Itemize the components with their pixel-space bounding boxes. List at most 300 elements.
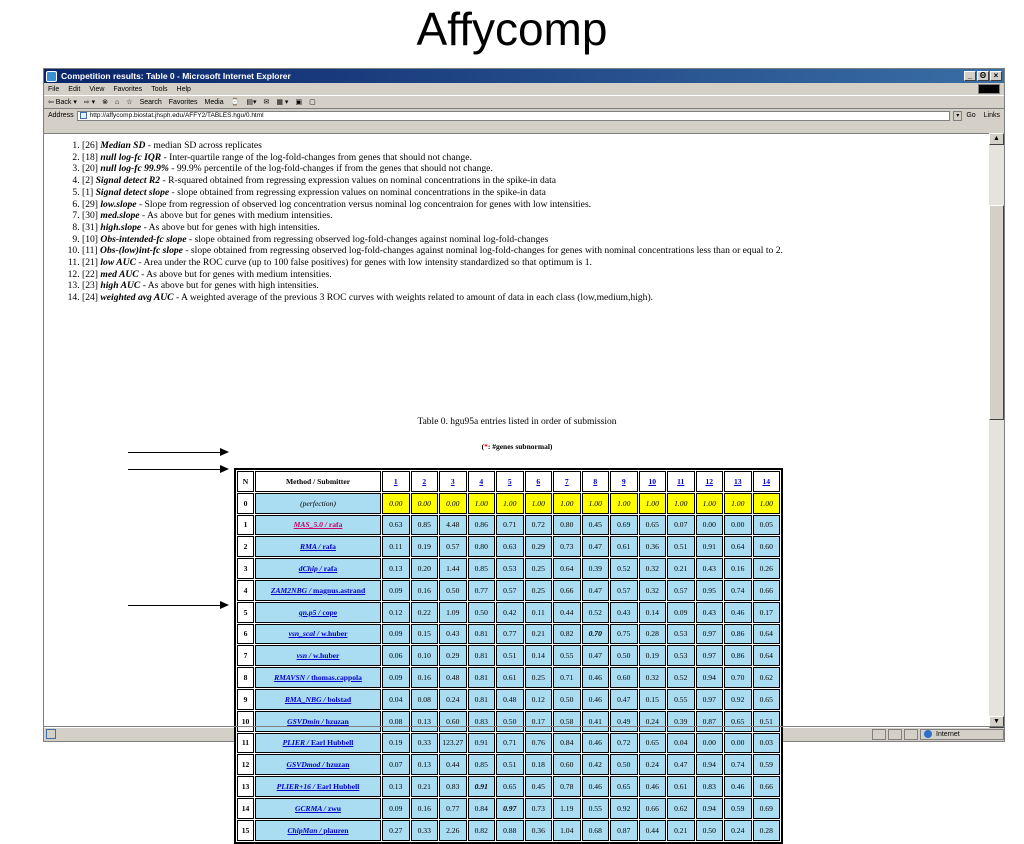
- method-cell[interactable]: GSVDmod / hzuzan: [255, 754, 381, 775]
- value-cell: 0.77: [468, 580, 496, 601]
- definition-tag: [24]: [82, 292, 98, 304]
- history-icon[interactable]: ⌚: [230, 99, 240, 106]
- back-button[interactable]: ⇦ Back ▾: [48, 99, 77, 106]
- value-cell: 0.61: [610, 536, 638, 557]
- row-number: 9: [237, 689, 254, 710]
- value-cell: 0.86: [724, 645, 752, 666]
- close-button[interactable]: ×: [990, 71, 1002, 81]
- header-col-link[interactable]: [496, 471, 524, 492]
- address-label: Address: [48, 112, 74, 119]
- method-name[interactable]: vsn: [296, 651, 308, 661]
- method-cell[interactable]: RMA_NBG / bolstad: [255, 689, 381, 710]
- definition-item: [82, 187, 990, 199]
- definition-desc: - As above but for genes with high intensities.: [141, 221, 320, 233]
- slide-title: Affycomp: [416, 3, 608, 55]
- row-number: 10: [237, 711, 254, 732]
- definition-tag: [10]: [82, 233, 98, 245]
- method-name[interactable]: GCRMA: [294, 803, 322, 813]
- value-cell: 0.57: [496, 580, 524, 601]
- value-cell: 0.32: [639, 580, 667, 601]
- title-bar: [44, 69, 1004, 83]
- header-col-link[interactable]: [582, 471, 610, 492]
- mail-icon[interactable]: ▤▾: [246, 99, 257, 106]
- value-cell: 0.55: [582, 798, 610, 819]
- value-cell: 0.17: [525, 711, 553, 732]
- column-link[interactable]: 11: [677, 476, 685, 486]
- method-cell[interactable]: PLIER / Earl Hubbell: [255, 733, 381, 754]
- menu-help[interactable]: Help: [176, 85, 191, 93]
- value-cell: 0.05: [753, 515, 781, 536]
- value-cell: 1.00: [553, 493, 581, 514]
- value-cell: 0.51: [496, 645, 524, 666]
- value-cell: 0.65: [639, 515, 667, 536]
- definition-desc: - Slope from regression of observed log concentration versus nominal log concentraion for genes with low intensities.: [136, 198, 592, 210]
- submitter-name[interactable]: thomas.cappola: [311, 673, 362, 683]
- table-row: [237, 754, 780, 775]
- window-title: Competition results: Table 0 - Microsoft Internet Explorer: [61, 71, 291, 81]
- value-cell: 0.65: [753, 689, 781, 710]
- value-cell: 0.16: [724, 558, 752, 579]
- value-cell: 0.85: [468, 558, 496, 579]
- value-cell: 0.16: [411, 580, 439, 601]
- value-cell: 0.45: [582, 515, 610, 536]
- submitter-name[interactable]: plauren: [323, 825, 349, 835]
- value-cell: 0.95: [696, 580, 724, 601]
- table-row: [237, 558, 780, 579]
- value-cell: 0.86: [468, 515, 496, 536]
- submitter-name[interactable]: magnus.astrand: [313, 585, 366, 595]
- value-cell: 0.36: [525, 820, 553, 841]
- value-cell: 0.00: [382, 493, 410, 514]
- definition-name: high AUC: [100, 280, 141, 292]
- value-cell: 0.19: [411, 536, 439, 557]
- table-note: [44, 442, 990, 451]
- definition-tag: [23]: [82, 280, 98, 292]
- table-row: [237, 667, 780, 688]
- value-cell: 0.63: [496, 536, 524, 557]
- method-cell[interactable]: RMA / rafa: [255, 536, 381, 557]
- method-name[interactable]: GSVDmin: [287, 716, 320, 726]
- value-cell: 0.59: [724, 798, 752, 819]
- value-cell: 0.46: [724, 602, 752, 623]
- value-cell: 0.24: [639, 711, 667, 732]
- value-cell: 0.83: [439, 776, 467, 797]
- value-cell: 0.60: [553, 754, 581, 775]
- definition-name: Obs-intended-fc slope: [100, 233, 187, 245]
- submitter-name[interactable]: w.huber: [313, 651, 340, 661]
- column-link[interactable]: 10: [648, 476, 657, 486]
- value-cell: 0.46: [582, 689, 610, 710]
- scroll-thumb[interactable]: [989, 205, 1004, 420]
- definition-item: [82, 140, 990, 152]
- header-col-link[interactable]: [667, 471, 695, 492]
- method-name[interactable]: PLIER+16: [276, 782, 311, 792]
- value-cell: 0.47: [582, 580, 610, 601]
- value-cell: 0.47: [667, 754, 695, 775]
- value-cell: 1.19: [553, 798, 581, 819]
- value-cell: 0.94: [696, 754, 724, 775]
- value-cell: 0.71: [496, 733, 524, 754]
- value-cell: 0.72: [610, 733, 638, 754]
- messenger-icon[interactable]: ▢: [309, 99, 316, 106]
- go-button[interactable]: Go: [966, 112, 976, 119]
- pointer-arrow-icon: [220, 601, 229, 609]
- submitter-name[interactable]: hzuzan: [326, 760, 350, 770]
- column-link[interactable]: 13: [733, 476, 742, 486]
- value-cell: 0.92: [610, 798, 638, 819]
- value-cell: 1.00: [753, 493, 781, 514]
- value-cell: 0.81: [468, 689, 496, 710]
- submitter-name[interactable]: Earl Hubbell: [310, 738, 354, 748]
- column-link[interactable]: 5: [507, 476, 512, 486]
- edit-icon[interactable]: ▦ ▾: [276, 99, 289, 106]
- value-cell: 0.94: [696, 798, 724, 819]
- value-cell: 0.10: [411, 645, 439, 666]
- method-name[interactable]: RMAVSN: [274, 673, 306, 683]
- value-cell: 0.87: [610, 820, 638, 841]
- links-button[interactable]: Links: [983, 112, 1000, 119]
- value-cell: 0.66: [753, 580, 781, 601]
- value-cell: 0.53: [496, 558, 524, 579]
- value-cell: 0.47: [582, 536, 610, 557]
- value-cell: 0.97: [696, 689, 724, 710]
- value-cell: 0.65: [610, 776, 638, 797]
- zone-label: Internet: [936, 730, 960, 738]
- favorites-button[interactable]: Favorites: [168, 98, 198, 106]
- value-cell: 1.09: [439, 602, 467, 623]
- value-cell: 0.46: [582, 667, 610, 688]
- submitter-name[interactable]: bolstad: [327, 694, 352, 704]
- value-cell: 0.50: [610, 645, 638, 666]
- column-link[interactable]: 9: [621, 476, 626, 486]
- value-cell: 1.00: [696, 493, 724, 514]
- value-cell: 0.50: [439, 580, 467, 601]
- column-link[interactable]: 3: [450, 476, 455, 486]
- method-name[interactable]: RMA: [300, 542, 317, 552]
- value-cell: 0.44: [439, 754, 467, 775]
- value-cell: 0.87: [696, 711, 724, 732]
- method-name[interactable]: RMA_NBG: [284, 694, 322, 704]
- value-cell: 0.71: [553, 667, 581, 688]
- submitter-name[interactable]: zwu: [327, 803, 341, 813]
- column-link[interactable]: 12: [705, 476, 714, 486]
- value-cell: 0.04: [382, 689, 410, 710]
- submitter-name[interactable]: Earl Hubbell: [316, 782, 360, 792]
- value-cell: 1.00: [724, 493, 752, 514]
- header-col-link[interactable]: [553, 471, 581, 492]
- method-name[interactable]: GSVDmod: [286, 760, 321, 770]
- definition-name: high.slope: [100, 221, 142, 233]
- row-number: 2: [237, 536, 254, 557]
- restore-button[interactable]: Θ: [977, 71, 989, 81]
- value-cell: 0.91: [468, 776, 496, 797]
- value-cell: 0.91: [468, 733, 496, 754]
- value-cell: 0.21: [667, 558, 695, 579]
- method-cell[interactable]: GSVDmin / hzuzan: [255, 711, 381, 732]
- header-col-link[interactable]: [696, 471, 724, 492]
- value-cell: 0.97: [696, 624, 724, 645]
- menu-favorites[interactable]: Favorites: [113, 85, 143, 93]
- value-cell: 0.60: [753, 536, 781, 557]
- globe-icon: [924, 730, 932, 738]
- value-cell: 0.13: [411, 754, 439, 775]
- value-cell: 0.77: [439, 798, 467, 819]
- header-col-link[interactable]: [753, 471, 781, 492]
- value-cell: 0.33: [411, 733, 439, 754]
- value-cell: 0.48: [496, 689, 524, 710]
- value-cell: 0.57: [439, 536, 467, 557]
- method-name[interactable]: qn.p5: [298, 607, 317, 617]
- menu-file[interactable]: File: [48, 85, 60, 93]
- header-col-link[interactable]: [639, 471, 667, 492]
- status-cell: [888, 729, 902, 740]
- value-cell: 1.00: [639, 493, 667, 514]
- value-cell: 0.25: [525, 558, 553, 579]
- value-cell: 0.16: [411, 667, 439, 688]
- definition-name: med.slope: [100, 210, 140, 222]
- value-cell: 0.42: [582, 754, 610, 775]
- method-cell[interactable]: GCRMA / zwu: [255, 798, 381, 819]
- value-cell: 1.00: [468, 493, 496, 514]
- value-cell: 1.00: [496, 493, 524, 514]
- scroll-up-icon[interactable]: ▲: [989, 133, 1004, 145]
- method-cell[interactable]: MAS_5.0 / rafa: [255, 515, 381, 536]
- header-n: N: [237, 471, 254, 492]
- discuss-icon[interactable]: ▣: [295, 99, 303, 106]
- method-name[interactable]: ChipMan: [287, 825, 318, 835]
- column-link[interactable]: 7: [564, 476, 569, 486]
- definition-item: [82, 175, 990, 187]
- value-cell: 0.65: [724, 711, 752, 732]
- windows-logo-icon: [978, 84, 1000, 94]
- value-cell: 0.82: [553, 624, 581, 645]
- value-cell: 0.21: [667, 820, 695, 841]
- submitter-name[interactable]: rafa: [322, 542, 336, 552]
- value-cell: 0.51: [667, 536, 695, 557]
- address-bar: [44, 109, 1004, 122]
- definition-name: null log-fc 99.9%: [100, 163, 169, 175]
- header-col-link[interactable]: [468, 471, 496, 492]
- method-cell[interactable]: dChip / rafa: [255, 558, 381, 579]
- address-dropdown-icon[interactable]: ▾: [953, 111, 962, 121]
- refresh-icon[interactable]: ☆: [126, 99, 133, 106]
- value-cell: 0.17: [753, 602, 781, 623]
- definition-name: weighted avg AUC: [100, 292, 174, 304]
- menu-view[interactable]: View: [89, 85, 105, 93]
- value-cell: 0.04: [667, 733, 695, 754]
- value-cell: 0.74: [724, 754, 752, 775]
- definition-desc: - slope obtained from regressing observed log-fold-changes against nominal log-fold-changes for genes with nominal concentrations less than or equal to 2.: [182, 245, 783, 257]
- menu-tools[interactable]: Tools: [151, 85, 168, 93]
- definition-name: Signal detect R2: [95, 175, 161, 187]
- value-cell: 1.00: [525, 493, 553, 514]
- definition-desc: - median SD across replicates: [145, 140, 262, 151]
- value-cell: 0.84: [553, 733, 581, 754]
- row-number: 13: [237, 776, 254, 797]
- definition-item: [82, 292, 990, 304]
- value-cell: 0.13: [382, 776, 410, 797]
- value-cell: 1.00: [610, 493, 638, 514]
- home-icon[interactable]: ⌂: [115, 98, 120, 106]
- value-cell: 0.07: [667, 515, 695, 536]
- definition-item: [82, 245, 990, 257]
- value-cell: 0.13: [411, 711, 439, 732]
- value-cell: 123.27: [439, 733, 467, 754]
- address-url: http://affycomp.biostat.jhsph.edu/AFFY2/TABLES.hgu/0.html: [89, 112, 264, 119]
- value-cell: 0.24: [639, 754, 667, 775]
- method-cell[interactable]: qn.p5 / cope: [255, 602, 381, 623]
- method-name[interactable]: MAS_5.0: [293, 520, 323, 530]
- definition-desc: - Area under the ROC curve (up to 100 false positives) for genes with low intensity standardized so that optimum is 1.: [136, 257, 592, 269]
- method-cell[interactable]: ChipMan / plauren: [255, 820, 381, 841]
- method-name[interactable]: PLIER: [282, 738, 306, 748]
- forward-button[interactable]: ⇨ ▾: [83, 99, 96, 106]
- definition-tag: [22]: [82, 268, 98, 280]
- column-link[interactable]: 2: [422, 476, 427, 486]
- note-star: *: [484, 442, 488, 451]
- method-name[interactable]: dChip: [298, 564, 318, 574]
- value-cell: 0.61: [496, 667, 524, 688]
- definition-tag: [20]: [82, 163, 98, 175]
- value-cell: 0.07: [382, 754, 410, 775]
- definition-desc: - Inter-quartile range of the log-fold-changes from genes that should not change.: [161, 151, 472, 163]
- row-number: 5: [237, 602, 254, 623]
- value-cell: 0.74: [724, 580, 752, 601]
- definition-tag: [21]: [82, 257, 98, 269]
- method-cell[interactable]: RMAVSN / thomas.cappola: [255, 667, 381, 688]
- scroll-down-icon[interactable]: ▼: [989, 716, 1004, 728]
- value-cell: 0.36: [639, 536, 667, 557]
- value-cell: 0.68: [582, 820, 610, 841]
- method-name[interactable]: vsn_scal: [288, 629, 316, 639]
- value-cell: 0.19: [639, 645, 667, 666]
- method-cell: [255, 493, 381, 514]
- print-icon[interactable]: ✉: [263, 99, 270, 106]
- header-col-link[interactable]: [382, 471, 410, 492]
- method-cell[interactable]: vsn / w.huber: [255, 645, 381, 666]
- value-cell: 0.14: [525, 645, 553, 666]
- column-link[interactable]: 4: [479, 476, 484, 486]
- table-row: [237, 493, 780, 514]
- value-cell: 0.29: [439, 645, 467, 666]
- value-cell: 0.11: [525, 602, 553, 623]
- definition-name: Obs-(low)int-fc slope: [100, 245, 183, 257]
- method-cell[interactable]: vsn_scal / w.huber: [255, 624, 381, 645]
- value-cell: 0.24: [439, 689, 467, 710]
- value-cell: 0.73: [553, 536, 581, 557]
- value-cell: 0.39: [667, 711, 695, 732]
- definition-desc: - As above but for genes with medium intensities.: [138, 268, 332, 280]
- value-cell: 1.00: [582, 493, 610, 514]
- value-cell: 0.64: [553, 558, 581, 579]
- header-col-link[interactable]: [525, 471, 553, 492]
- method-cell[interactable]: ZAM2NBG / magnus.astrand: [255, 580, 381, 601]
- definition-item: [82, 199, 990, 211]
- value-cell: 0.64: [753, 624, 781, 645]
- header-col-link[interactable]: [411, 471, 439, 492]
- search-button[interactable]: Search: [139, 98, 162, 106]
- column-link[interactable]: 14: [762, 476, 771, 486]
- value-cell: 0.33: [411, 820, 439, 841]
- value-cell: 0.92: [724, 689, 752, 710]
- value-cell: 1.44: [439, 558, 467, 579]
- value-cell: 0.43: [696, 602, 724, 623]
- value-cell: 0.94: [696, 667, 724, 688]
- value-cell: 0.77: [496, 624, 524, 645]
- value-cell: 0.73: [525, 798, 553, 819]
- minimize-button[interactable]: _: [964, 71, 976, 81]
- method-cell[interactable]: PLIER+16 / Earl Hubbell: [255, 776, 381, 797]
- header-col-link[interactable]: [724, 471, 752, 492]
- value-cell: 0.43: [439, 624, 467, 645]
- definition-desc: - A weighted average of the previous 3 ROC curves with weights related to amount of data in each class (low,medium,high).: [173, 292, 654, 304]
- value-cell: 0.76: [525, 733, 553, 754]
- value-cell: 0.52: [582, 602, 610, 623]
- value-cell: 0.51: [496, 754, 524, 775]
- vertical-scrollbar[interactable]: [989, 133, 1004, 728]
- value-cell: 0.50: [610, 754, 638, 775]
- security-zone: [920, 729, 1004, 740]
- value-cell: 0.81: [468, 667, 496, 688]
- column-link[interactable]: 1: [393, 476, 398, 486]
- definition-tag: [30]: [82, 210, 98, 222]
- submitter-name[interactable]: rafa: [328, 520, 343, 530]
- menu-bar: [44, 83, 1004, 95]
- table-caption: Table 0. hgu95a entries listed in order of submission: [417, 417, 617, 427]
- value-cell: 0.91: [696, 536, 724, 557]
- method-name[interactable]: ZAM2NBG: [270, 585, 308, 595]
- submitter-name[interactable]: rafa: [323, 564, 338, 574]
- value-cell: 0.08: [382, 711, 410, 732]
- value-cell: 0.19: [382, 733, 410, 754]
- value-cell: 0.43: [610, 602, 638, 623]
- column-link[interactable]: 8: [593, 476, 598, 486]
- value-cell: 0.60: [610, 667, 638, 688]
- address-input[interactable]: [77, 111, 951, 121]
- definition-name: Median SD: [100, 140, 146, 151]
- header-col-link[interactable]: [610, 471, 638, 492]
- value-cell: 0.78: [553, 776, 581, 797]
- value-cell: 0.46: [724, 776, 752, 797]
- value-cell: 0.12: [382, 602, 410, 623]
- definition-tag: [18]: [82, 151, 98, 163]
- value-cell: 0.61: [667, 776, 695, 797]
- value-cell: 0.86: [724, 624, 752, 645]
- value-cell: 0.50: [496, 711, 524, 732]
- stop-icon[interactable]: ⊗: [102, 99, 109, 106]
- value-cell: 0.60: [439, 711, 467, 732]
- value-cell: 0.85: [411, 515, 439, 536]
- column-link[interactable]: 6: [536, 476, 541, 486]
- value-cell: 0.26: [753, 558, 781, 579]
- value-cell: 0.24: [724, 820, 752, 841]
- value-cell: 0.81: [468, 645, 496, 666]
- submitter-name[interactable]: hzuzan: [325, 716, 349, 726]
- media-button[interactable]: Media: [204, 98, 224, 106]
- row-number: 6: [237, 624, 254, 645]
- submitter-name[interactable]: w.huber: [321, 629, 348, 639]
- value-cell: 0.00: [724, 733, 752, 754]
- definition-item: [82, 269, 990, 281]
- pointer-arrow-line: [128, 469, 223, 470]
- definition-tag: [26]: [82, 140, 98, 151]
- value-cell: 0.64: [724, 536, 752, 557]
- submitter-name[interactable]: cope: [322, 607, 338, 617]
- value-cell: 0.50: [468, 602, 496, 623]
- value-cell: 0.14: [639, 602, 667, 623]
- menu-edit[interactable]: Edit: [68, 85, 81, 93]
- header-col-link[interactable]: [439, 471, 467, 492]
